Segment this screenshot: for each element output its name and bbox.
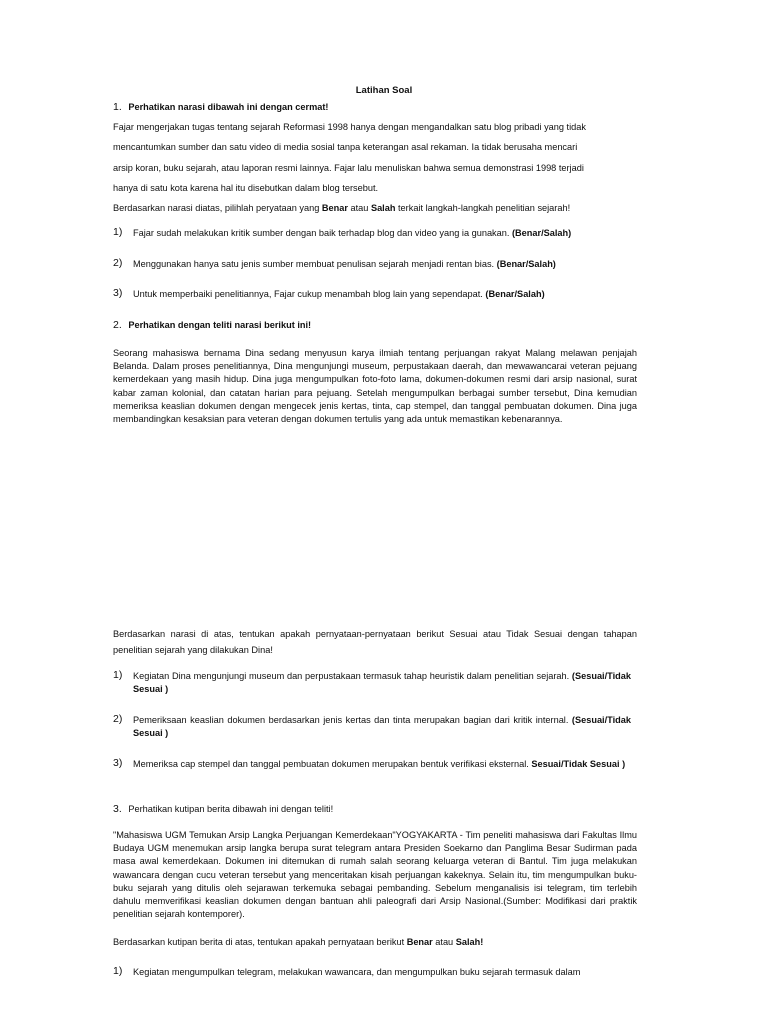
question-1-header: [113, 101, 328, 113]
page-title: Latihan Soal: [355, 85, 413, 96]
statement-item: Memeriksa cap stempel dan tanggal pembuatan dokumen merupakan bentuk verifikasi eksternal. Sesuai/Tidak Sesuai ): [133, 759, 626, 769]
question-number: 1.: [113, 101, 122, 113]
item-number: 2): [113, 257, 123, 269]
question-instruction: Berdasarkan narasi di atas, tentukan apakah pernyataan-pernyataan berikut Sesuai atau Tidak Sesuai dengan tahapan penelitian sejarah yang dilakukan Dina!: [113, 629, 637, 655]
statement-item: Fajar sudah melakukan kritik sumber dengan baik terhadap blog dan video yang ia gunakan. (Benar/Salah): [133, 228, 572, 238]
item-number: 3): [113, 757, 123, 769]
narrative-line: mencantumkan sumber dan satu video di media sosial tanpa keterangan asal rekaman. Ia tidak berusaha mencari: [113, 142, 578, 152]
item-number: 3): [113, 287, 123, 299]
question-2-header: [113, 319, 311, 331]
item-number: 1): [113, 669, 123, 681]
narrative-line: hanya di satu kota karena hal itu disebutkan dalam blog tersebut.: [113, 183, 379, 193]
item-number: 1): [113, 226, 123, 238]
statement-item: Kegiatan Dina mengunjungi museum dan perpustakaan termasuk tahap heuristik dalam penelitian sejarah. (Sesuai/Tidak Sesuai ): [133, 671, 631, 695]
question-heading: Perhatikan dengan teliti narasi berikut ini!: [128, 320, 312, 330]
question-instruction: Berdasarkan kutipan berita di atas, tentukan apakah pernyataan berikut Benar atau Salah!: [113, 937, 484, 947]
item-number: 1): [113, 965, 123, 977]
statement-item: Untuk memperbaiki penelitiannya, Fajar cukup menambah blog lain yang sependapat. (Benar/Salah): [133, 289, 545, 299]
narrative-paragraph: Seorang mahasiswa bernama Dina sedang menyusun karya ilmiah tentang perjuangan rakyat Malang melawan penjajah Belanda. Dalam proses penelitiannya, Dina mengunjungi museum, perpustakaan daerah, dan mewawancarai veteran pejuang kemerdekaan yang masih hidup. Dina juga mengumpulkan foto-foto lama, dokumen-dokumen resmi dari arsip nasional, surat kabar zaman kolonial, dan catatan harian para pejuang. Setelah mengumpulkan berbagai sumber tersebut, Dina kemudian memeriksa keaslian dokumen dengan mengecek jenis kertas, tinta, cap stempel, dan tanggal pembuatan dokumen. Dina juga membandingkan kesaksian para veteran dengan dokumen tertulis yang ada untuk memastikan kebenarannya.: [113, 348, 637, 425]
item-number: 2): [113, 713, 123, 725]
question-number: 2.: [113, 319, 122, 331]
question-3-header: [113, 803, 333, 815]
narrative-line: Fajar mengerjakan tugas tentang sejarah Reformasi 1998 hanya dengan mengandalkan satu blog pribadi yang tidak: [113, 122, 586, 132]
statement-item: Kegiatan mengumpulkan telegram, melakukan wawancara, dan mengumpulkan buku sejarah termasuk dalam: [133, 967, 581, 977]
statement-item: Pemeriksaan keaslian dokumen berdasarkan jenis kertas dan tinta merupakan bagian dari kritik internal. (Sesuai/Tidak Sesuai ): [133, 715, 631, 739]
question-heading: Perhatikan kutipan berita dibawah ini dengan teliti!: [128, 804, 334, 814]
narrative-line: arsip koran, buku sejarah, atau laporan resmi lainnya. Fajar lalu menuliskan bahwa semua demonstrasi 1998 terjadi: [113, 163, 584, 173]
question-heading: Perhatikan narasi dibawah ini dengan cermat!: [128, 102, 329, 112]
news-quote-paragraph: "Mahasiswa UGM Temukan Arsip Langka Perjuangan Kemerdekaan"YOGYAKARTA - Tim peneliti mahasiswa dari Fakultas Ilmu Budaya UGM menemukan arsip langka berupa surat telegram antara Presiden Soekarno dan Panglima Besar Sudirman pada masa awal kemerdekaan. Dokumen ini ditemukan di rumah salah seorang keluarga veteran di Bantul. Tim juga melakukan wawancara dengan cucu veteran tersebut yang menceritakan kisah perjuangan kakeknya. Selain itu, tim mengumpulkan buku-buku sejarah yang ditulis oleh sejarawan terkemuka sebagai pembanding. Sebelum menganalisis isi telegram, tim terlebih dahulu memverifikasi keaslian dokumen dengan bantuan ahli paleografi dari Arsip Nasional.(Sumber: Modifikasi dari praktik penelitian sejarah kontemporer).: [113, 830, 637, 920]
statement-item: Menggunakan hanya satu jenis sumber membuat penulisan sejarah menjadi rentan bias. (Benar/Salah): [133, 259, 556, 269]
question-instruction: Berdasarkan narasi diatas, pilihlah peryataan yang Benar atau Salah terkait langkah-langkah penelitian sejarah!: [113, 203, 571, 213]
question-number: 3.: [113, 803, 122, 815]
